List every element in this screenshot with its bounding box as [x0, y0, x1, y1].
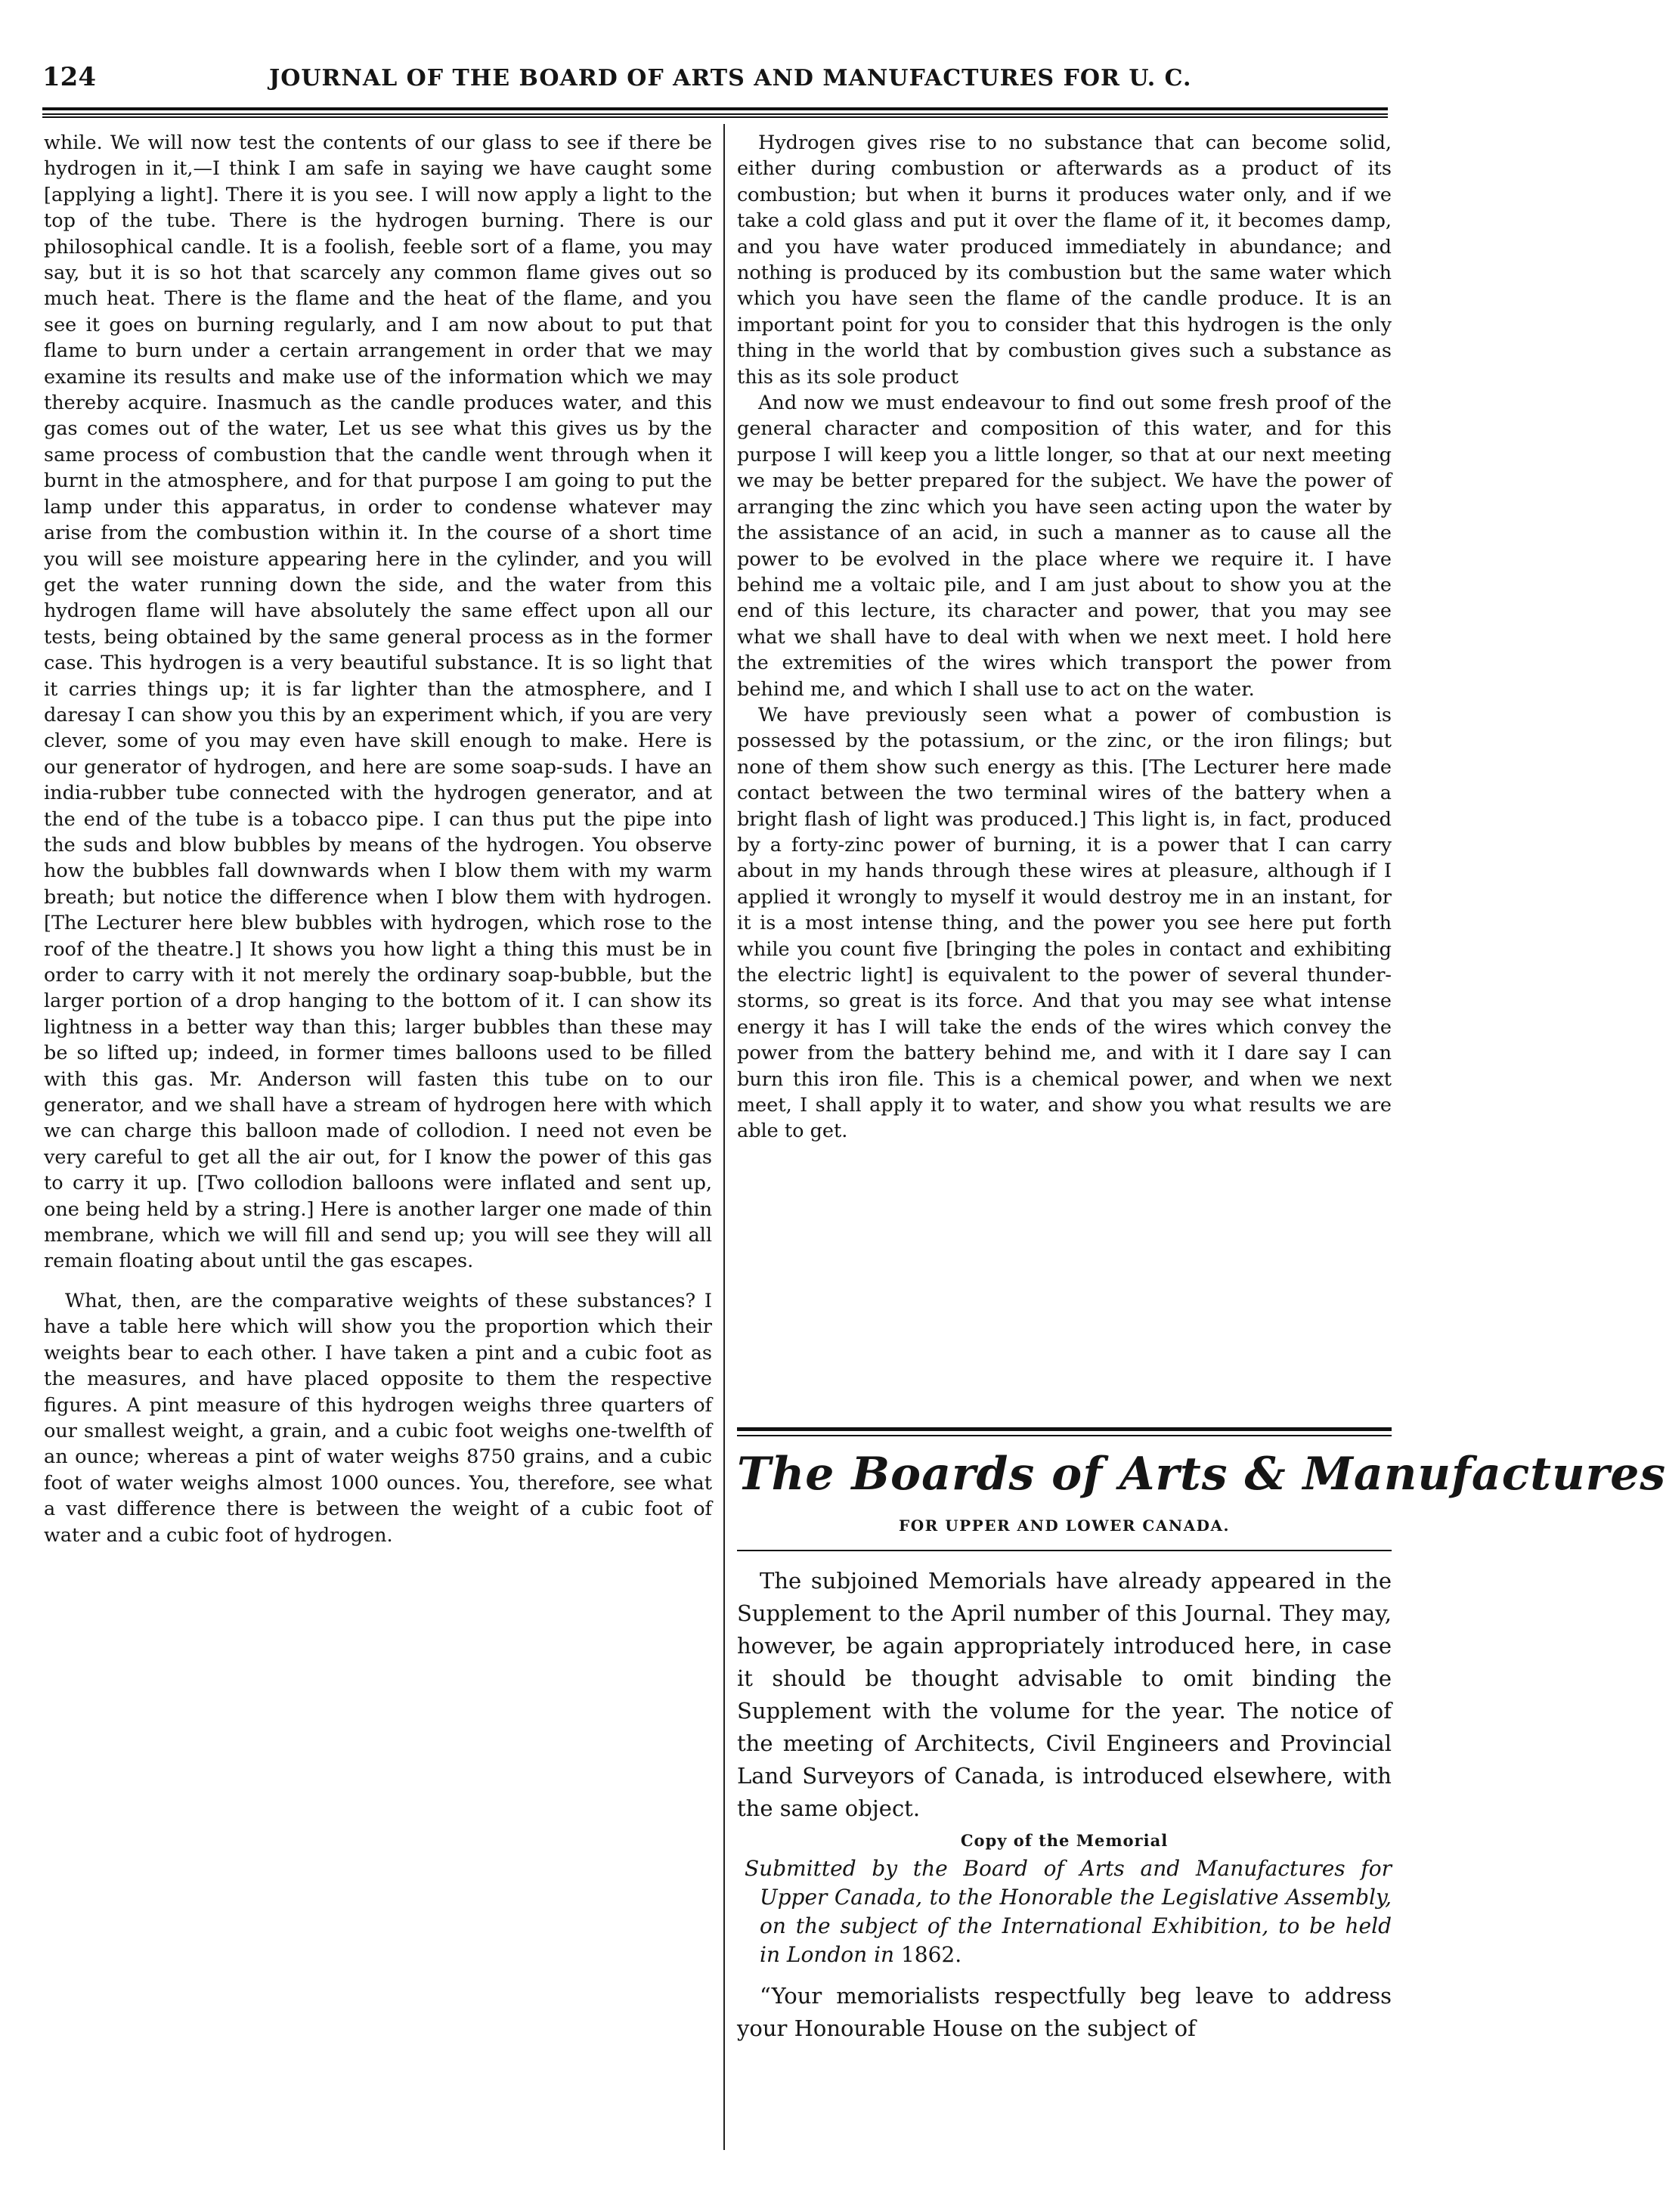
- header-rule-thin: [42, 116, 1388, 118]
- running-title: JOURNAL OF THE BOARD OF ARTS AND MANUFACTURES FOR U. C.: [269, 65, 1192, 91]
- page-number: 124: [42, 62, 96, 92]
- right-column: [737, 130, 1392, 1145]
- section-body: [737, 1565, 1392, 2045]
- memorial-caption: [737, 1854, 1392, 1969]
- memorial-heading: Copy of the Memorial: [960, 1831, 1169, 1850]
- column-divider: [723, 124, 725, 2150]
- section-subtitle-rule: [737, 1550, 1392, 1551]
- section-subtitle: FOR UPPER AND LOWER CANADA.: [899, 1516, 1230, 1535]
- memorial-caption-text: Submitted by the Board of Arts and Manufactures for Upper Canada, to the Honorable the Legislative Assembly, on the subject of the International Exhibition, to be held in London in: [745, 1856, 1392, 1967]
- memorial-year: 1862.: [900, 1942, 962, 1967]
- section-rule-thick: [737, 1427, 1392, 1431]
- right-paragraph-3: We have previously seen what a power of combustion is possessed by the potassium, or the zinc, or the iron filings; but none of them show such energy as this. [The Lecturer here made contact between the two terminal wires of the battery when a bright flash of light was produced.] This light is, in fact, produced by a forty-zinc power of burning, it is a power that I can carry about in my hands through these wires at pleasure, although if I applied it wrongly to myself it would destroy me in an instant, for it is a most intense thing, and the power you see here put forth while you count five [bringing the poles in contact and exhibiting the electric light] is equivalent to the power of several thunder-storms, so great is its force. And that you may see what intense energy it has I will take the ends of the wires which convey the power from the battery behind me, and with it I dare say I can burn this iron file. This is a chemical power, and when we next meet, I shall apply it to water, and show you what results we are able to get.: [737, 703, 1392, 1143]
- left-paragraph-2: What, then, are the comparative weights of these substances? I have a table here which will show you the proportion which their weights bear to each other. I have taken a pint and a cubic foot as the measures, and have placed opposite to them the respective figures. A pint measure of this hydrogen weighs three quarters of our smallest weight, a grain, and a cubic foot weighs one-twelfth of an ounce; whereas a pint of water weighs 8750 grains, and a cubic foot of water weighs almost 1000 ounces. You, therefore, see what a vast difference there is between the weight of a cubic foot of water and a cubic foot of hydrogen.: [44, 1289, 712, 1547]
- section-title: The Boards of Arts & Manufactures: [737, 1448, 1666, 1501]
- right-paragraph-1: Hydrogen gives rise to no substance that can become solid, either during combustion or afterwards as a product of its combustion; but when it burns it produces water only, and if we take a cold glass and put it over the flame of it, it becomes damp, and you have water produced immediately in abundance; and nothing is produced by its combustion but the same water which which you have seen the flame of the candle produce. It is an important point for you to consider that this hydrogen is the only thing in the world that by combustion gives such a substance as this as its sole product: [737, 132, 1392, 389]
- section-rule-thin: [737, 1435, 1392, 1436]
- memorial-opening-paragraph: “Your memorialists respectfully beg leave to address your Honourable House on the subject of: [737, 1983, 1392, 2041]
- section-intro-paragraph: The subjoined Memorials have already appeared in the Supplement to the April number of this Journal. They may, however, be again appropriately introduced here, in case it should be thought advisable to omit binding the Supplement with the volume for the year. The notice of the meeting of Architects, Civil Engineers and Provincial Land Surveyors of Canada, is introduced elsewhere, with the same object.: [737, 1568, 1392, 1821]
- left-column: [44, 130, 712, 1548]
- right-paragraph-2: And now we must endeavour to find out some fresh proof of the general character and composition of this water, and for this purpose I will keep you a little longer, so that at our next meeting we may be better prepared for the subject. We have the power of arranging the zinc which you have seen acting upon the water by the assistance of an acid, in such a manner as to cause all the power to be evolved in the place where we require it. I have behind me a voltaic pile, and I am just about to show you at the end of this lecture, its character and power, that you may see what we shall have to deal with when we next meet. I hold here the extremities of the wires which transport the power from behind me, and which I shall use to act on the water.: [737, 392, 1392, 701]
- header-rule: [42, 107, 1388, 115]
- left-paragraph-1: while. We will now test the contents of our glass to see if there be hydrogen in it,—I think I am safe in saying we have caught some [applying a light]. There it is you see. I will now apply a light to the top of the tube. There is the hydrogen burning. There is our philosophical candle. It is a foolish, feeble sort of a flame, you may say, but it is so hot that scarcely any common flame gives out so much heat. There is the flame and the heat of the flame, and you see it goes on burning regularly, and I am now about to put that flame to burn under a certain arrangement in order that we may examine its results and make use of the information which we may thereby acquire. Inasmuch as the candle produces water, and this gas comes out of the water, Let us see what this gives us by the same process of combustion that the candle went through when it burnt in the atmosphere, and for that purpose I am going to put the lamp under this apparatus, in order to condense whatever may arise from the combustion within it. In the course of a short time you will see moisture appearing here in the cylinder, and you will get the water running down the side, and the water from this hydrogen flame will have absolutely the same effect upon all our tests, being obtained by the same general process as in the former case. This hydrogen is a very beautiful substance. It is so light that it carries things up; it is far lighter than the atmosphere, and I daresay I can show you this by an experiment which, if you are very clever, some of you may even have skill enough to make. Here is our generator of hydrogen, and here are some soap-suds. I have an india-rubber tube connected with the hydrogen generator, and at the end of the tube is a tobacco pipe. I can thus put the pipe into the suds and blow bubbles by means of the hydrogen. You observe how the bubbles fall downwards when I blow them with my warm breath; but notice the difference when I blow them with hydrogen. [The Lecturer here blew bubbles with hydrogen, which rose to the roof of the theatre.] It shows you how light a thing this must be in order to carry with it not merely the ordinary soap-bubble, but the larger portion of a drop hanging to the bottom of it. I can show its lightness in a better way than this; larger bubbles than these may be so lifted up; indeed, in former times balloons used to be filled with this gas. Mr. Anderson will fasten this tube on to our generator, and we shall have a stream of hydrogen here with which we can charge this balloon made of collodion. I need not even be very careful to get all the air out, for I know the power of this gas to carry it up. [Two collodion balloons were inflated and sent up, one being held by a string.] Here is another larger one made of thin membrane, which we will fill and send up; you will see they will all remain floating about until the gas escapes.: [44, 132, 712, 1273]
- page-header: [42, 59, 1388, 97]
